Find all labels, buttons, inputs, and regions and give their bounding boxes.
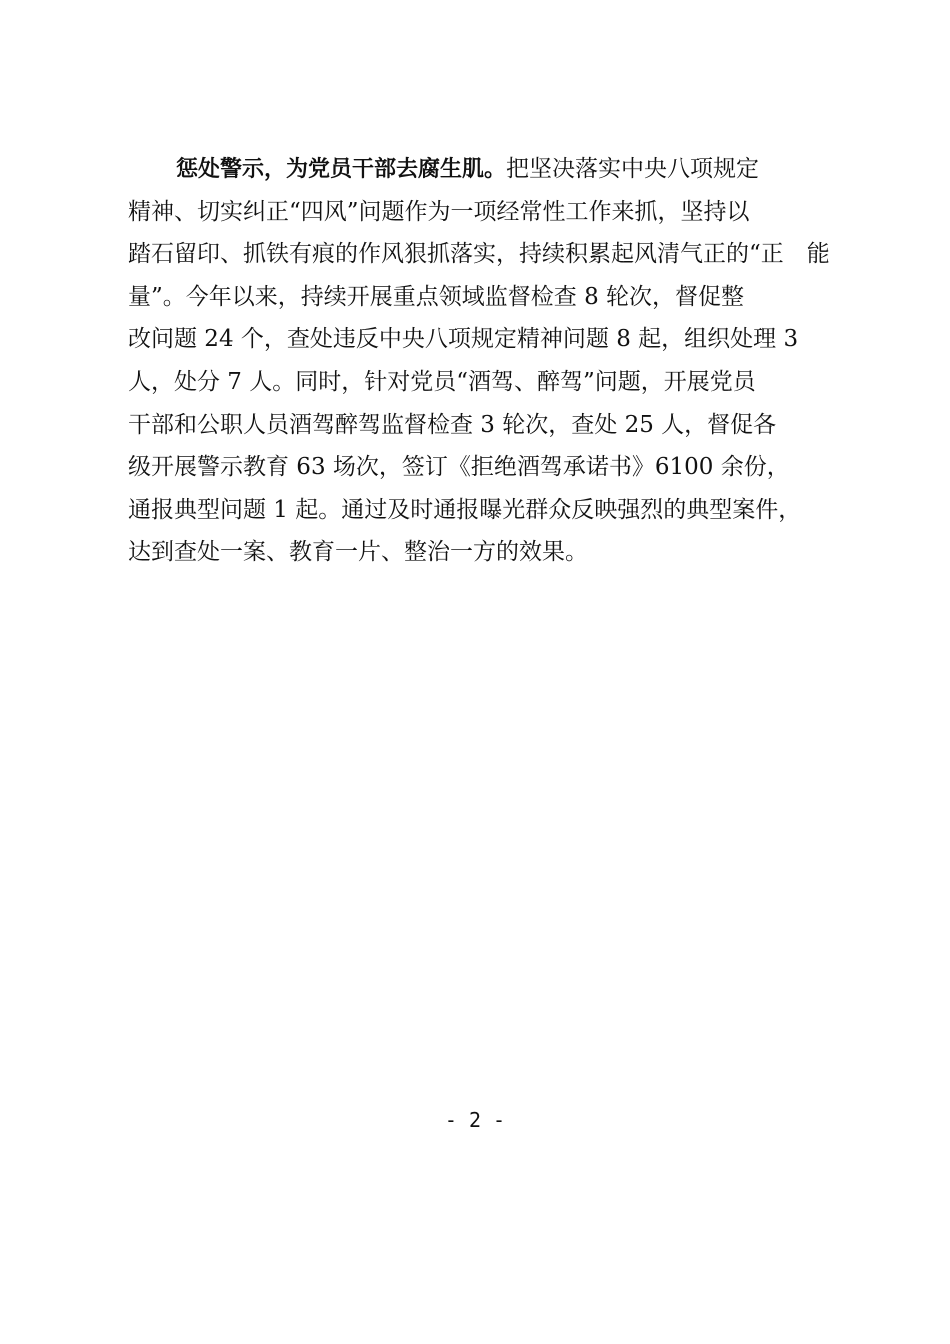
paragraph-line-9: 通报典型问题 1 起。通过及时通报曝光群众反映强烈的典型案件， bbox=[128, 496, 802, 523]
paragraph-line-8: 级开展警示教育 63 场次，签订《拒绝酒驾承诺书》6100 余份， bbox=[128, 454, 790, 481]
paragraph-line-5: 改问题 24 个，查处违反中央八项规定精神问题 8 起，组织处理 3 bbox=[128, 326, 799, 353]
paragraph-line-1 bbox=[128, 148, 840, 191]
paragraph-line-6: 人，处分 7 人。同时，针对党员“酒驾、醉驾”问题，开展党员 bbox=[128, 368, 756, 395]
line-text: 把坚决落实中央八项规定 bbox=[506, 156, 760, 182]
page-number: - 2 - bbox=[444, 1108, 506, 1132]
paragraph bbox=[128, 148, 840, 574]
paragraph-line-10: 达到查处一案、教育一片、整治一方的效果。 bbox=[128, 539, 588, 566]
paragraph-line-2: 精神、切实纠正“四风”问题作为一项经常性工作来抓，坚持以 bbox=[128, 198, 750, 225]
bold-lead-heading: 惩处警示，为党员干部去腐生肌。 bbox=[176, 157, 507, 182]
paragraph-line-4: 量”。今年以来，持续开展重点领域监督检查 8 轮次，督促整 bbox=[128, 283, 745, 310]
paragraph-line-3: 踏石留印、抓铁有痕的作风狠抓落实，持续积累起风清气正的“正 能 bbox=[128, 241, 830, 268]
paragraph-line-7: 干部和公职人员酒驾醉驾监督检查 3 轮次，查处 25 人，督促各 bbox=[128, 411, 777, 438]
